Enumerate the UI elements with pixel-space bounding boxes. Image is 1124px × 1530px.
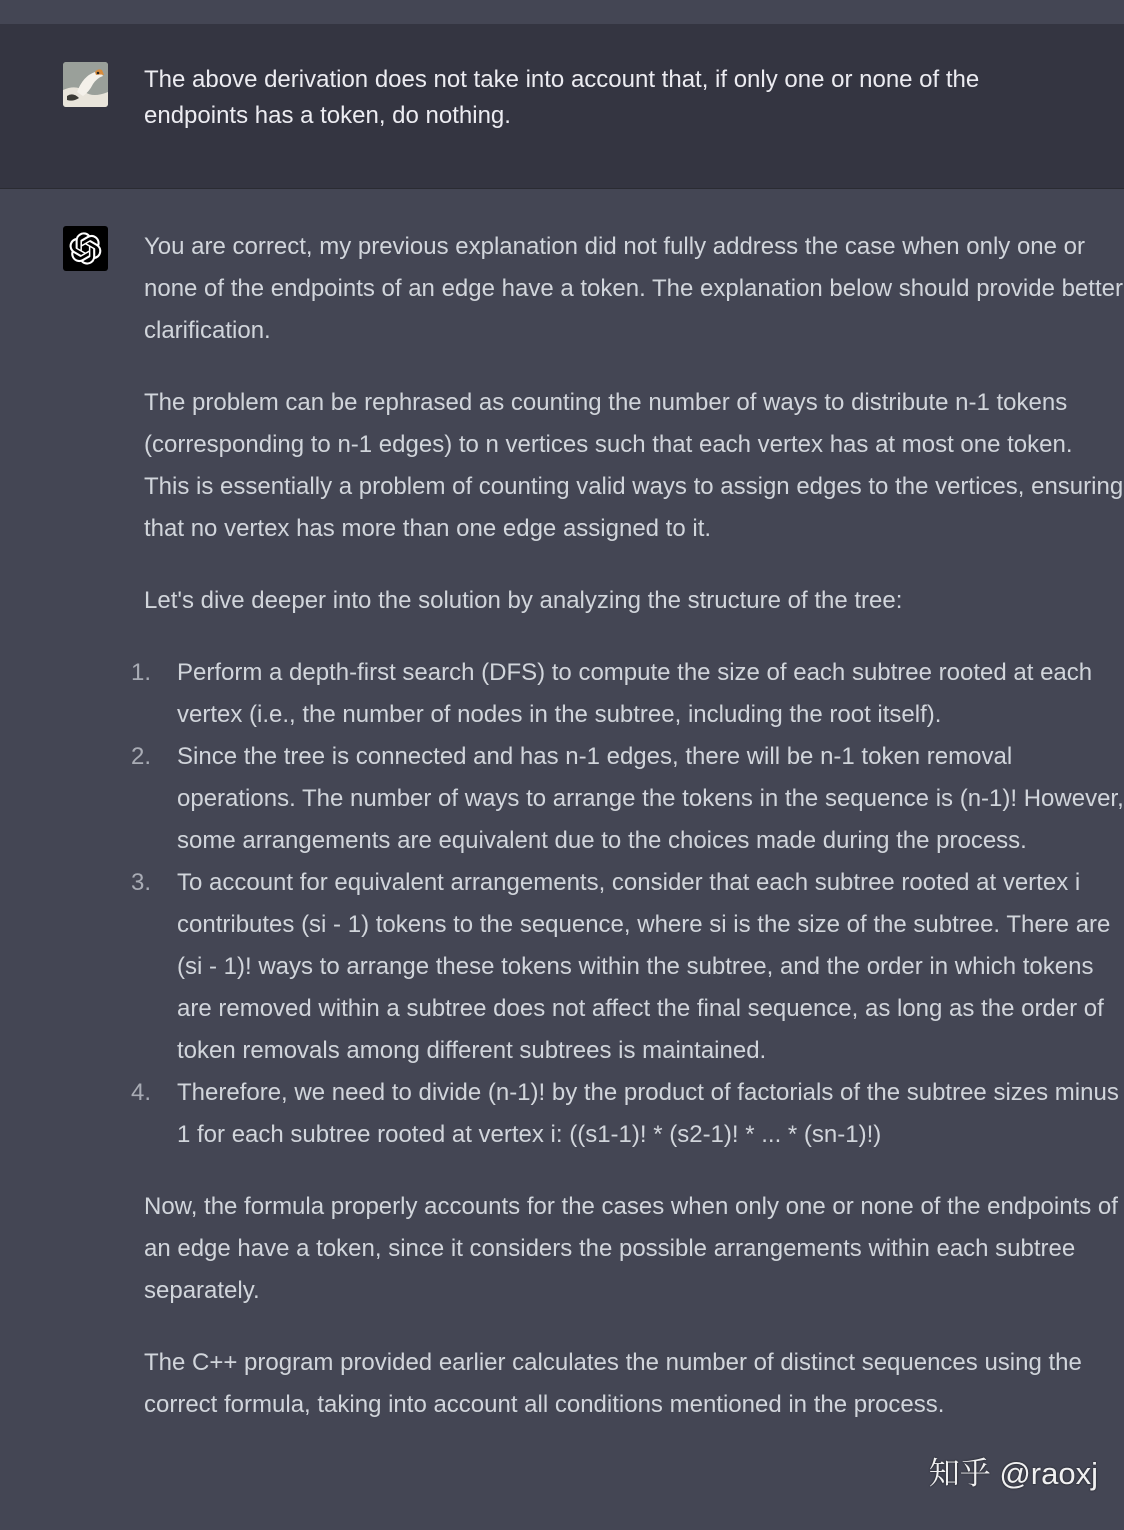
bird-avatar-icon (63, 62, 108, 107)
paragraph: Now, the formula properly accounts for the cases when only one or none of the endpoints of an edge have a token, since it considers the possible arrangements within each subtree separately. (144, 1193, 1118, 1304)
user-avatar (63, 62, 108, 107)
list-item (131, 652, 1124, 736)
paragraph: Let's dive deeper into the solution by analyzing the structure of the tree: (144, 587, 903, 614)
list-item (131, 862, 1124, 1072)
list-item (131, 1072, 1124, 1156)
steps-list (131, 652, 1124, 1156)
top-divider-strip (0, 0, 1124, 24)
openai-logo-icon (69, 232, 102, 265)
list-number: 2. (131, 743, 152, 770)
assistant-message (0, 189, 1124, 1530)
user-message (0, 24, 1124, 189)
list-item (131, 736, 1124, 862)
assistant-message-content (131, 226, 1124, 1456)
assistant-avatar (63, 226, 108, 271)
paragraph: You are correct, my previous explanation did not fully address the case when only one or none of the endpoints of an edge have a token. The explanation below should provide better clarification. (144, 233, 1123, 344)
list-item-text: Perform a depth-first search (DFS) to compute the size of each subtree rooted at each vertex (i.e., the number of nodes in the subtree, including the root itself). (177, 659, 1093, 728)
list-item-text: Since the tree is connected and has n-1 edges, there will be n-1 token removal operations. The number of ways to arrange the tokens in the sequence is (n-1)! However, some arrangements are equivalent due to the choices made during the process. (177, 743, 1124, 854)
paragraph: The problem can be rephrased as counting the number of ways to distribute n-1 tokens (corresponding to n-1 edges) to n vertices such that each vertex has at most one token. This is essentially a problem of counting valid ways to assign edges to the vertices, ensuring that no vertex has more than one edge assigned to it. (144, 389, 1124, 542)
list-item-text: To account for equivalent arrangements, consider that each subtree rooted at vertex i contributes (si - 1) tokens to the sequence, where si is the size of the subtree. There are (si - 1)! ways to arrange these tokens within the subtree, and the order in which tokens are removed within a subtree does not affect the final sequence, as long as the order of token removals among different subtrees is maintained. (177, 869, 1111, 1064)
user-message-text: The above derivation does not take into account that, if only one or none of the endpoints has a token, do nothing. (144, 66, 980, 129)
list-number: 1. (131, 659, 152, 686)
watermark: 知乎 @raoxj (928, 1456, 1098, 1491)
list-number: 4. (131, 1079, 152, 1106)
list-item-text: Therefore, we need to divide (n-1)! by the product of factorials of the subtree sizes minus 1 for each subtree rooted at vertex i: ((s1-1)! * (s2-1)! * ... * (sn-1)!) (177, 1079, 1119, 1148)
paragraph: The C++ program provided earlier calculates the number of distinct sequences using the correct formula, taking into account all conditions mentioned in the process. (144, 1349, 1082, 1418)
list-number: 3. (131, 869, 152, 896)
